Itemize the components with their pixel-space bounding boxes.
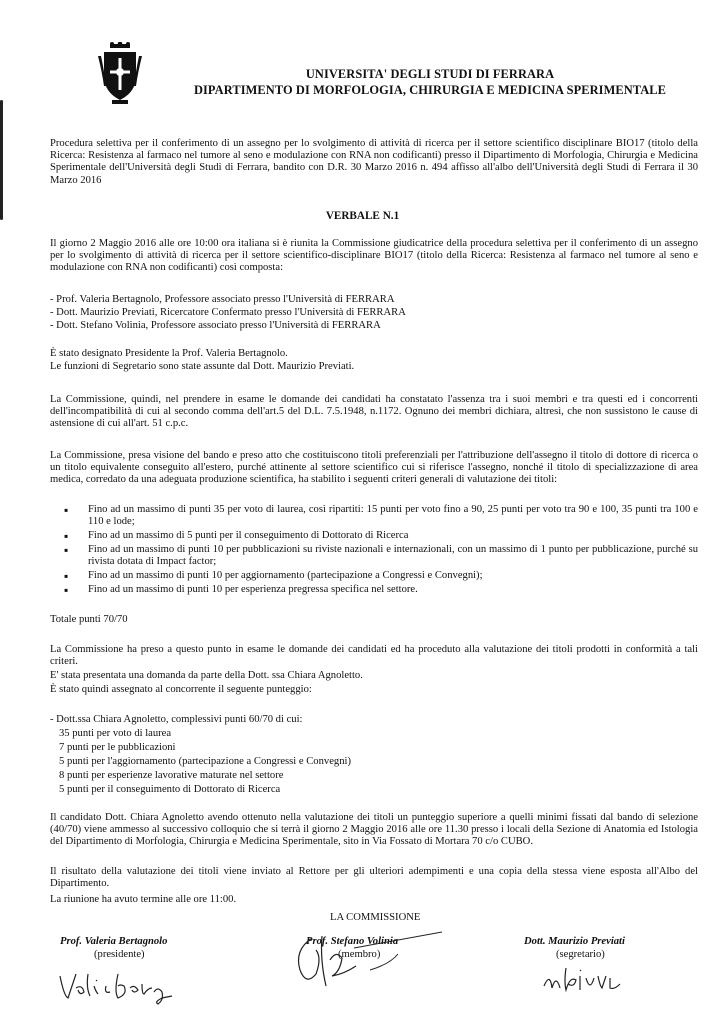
secretary-statement: Le funzioni di Segretario sono state assunte dal Dott. Maurizio Previati. bbox=[50, 361, 355, 372]
university-name: UNIVERSITA' DEGLI STUDI DI FERRARA bbox=[305, 67, 555, 81]
bullet-icon bbox=[64, 544, 80, 558]
signatory-role: (presidente) bbox=[94, 949, 145, 960]
president-statement: È stato designato Presidente la Prof. Valeria Bertagnolo. bbox=[50, 348, 288, 359]
application-statement: E' stata presentata una domanda da parte della Dott. ssa Chiara Agnoletto. bbox=[50, 670, 363, 681]
handwritten-signature-bertagnolo bbox=[58, 966, 178, 1006]
admission-paragraph: Il candidato Dott. Chiara Agnoletto avendo ottenuto nella valutazione dei titoli un punteggio superiore a quelli minimi fissati dal bando di selezione (40/70) viene ammesso al successivo colloquio che si terrà il giorno 2 Maggio 2016 alle ore 11.30 presso i locali della Sezione di Anatomia ed Istologia del Dipartimento di Morfologia, Chirurgia e Medicina Sperimentale, sito in Via Fossato di Mortara 70 c/o CUBO. bbox=[50, 812, 698, 848]
result-paragraph: Il risultato della valutazione dei titoli viene inviato al Rettore per gli ulteriori adempimenti e una copia della stessa viene esposta all'Albo del Dipartimento. bbox=[50, 866, 698, 890]
criterion-item: Fino ad un massimo di punti 10 per aggiornamento (partecipazione a Congressi e Convegni); bbox=[88, 570, 483, 581]
commission-heading: LA COMMISSIONE bbox=[330, 912, 421, 923]
member-item: - Dott. Maurizio Previati, Ricercatore Confermato presso l'Università di FERRARA bbox=[50, 307, 406, 318]
signatory-name: Prof. Stefano Volinia bbox=[306, 936, 399, 947]
signatory-role: (segretario) bbox=[556, 949, 605, 960]
score-intro: È stato quindi assegnato al concorrente il seguente punteggio: bbox=[50, 684, 312, 695]
scan-edge-mark bbox=[0, 100, 3, 220]
criterion-item: Fino ad un massimo di punti 10 per pubblicazioni su riviste nazionali e internazionali, con un massimo di 1 punto per pubblicazione, purché su rivista dotata di Impact factor; bbox=[88, 544, 698, 568]
incompatibility-paragraph: La Commissione, quindi, nel prendere in esame le domande dei candidati ha constatato l'assenza tra i suoi membri e tra questi ed i concorrenti dell'incompatibilità di cui al secondo comma dell'art.5 del D.L. 7.5.1948, n.1172. Ognuno dei membri dichiara, altresì, che non sussistono le cause di astensione di cui all'art. 51 c.p.c. bbox=[50, 394, 698, 430]
score-item: 5 punti per il conseguimento di Dottorato di Ricerca bbox=[59, 784, 281, 795]
evaluation-paragraph: La Commissione ha preso a questo punto in esame le domande dei candidati ed ha proceduto alla valutazione dei titoli prodotti in conformità a tali criteri. bbox=[50, 644, 698, 668]
handwritten-signature-previati bbox=[540, 962, 630, 996]
opening-paragraph: Il giorno 2 Maggio 2016 alle ore 10:00 ora italiana si è riunita la Commissione giudicatrice della procedura selettiva per il conferimento di un assegno per lo svolgimento di attività di ricerca per il settore scientifico-disciplinare BIO17 (titolo della Ricerca: Resistenza al farmaco nel tumore al seno e modulazione con RNA non codificanti) così composta: bbox=[50, 238, 698, 274]
score-item: 5 punti per l'aggiornamento (partecipazione a Congressi e Convegni) bbox=[59, 756, 351, 767]
criterion-item: Fino ad un massimo di 5 punti per il conseguimento di Dottorato di Ricerca bbox=[88, 530, 409, 541]
criteria-intro-paragraph: La Commissione, presa visione del bando e preso atto che costituiscono titoli preferenziali per l'attribuzione dell'assegno il titolo di dottore di ricerca o un titolo equivalente conseguito all'estero, purché attinente al settore scientifico cui si riferisce l'assegno, nonché il titolo di specializzazione di area medica, corredato da una adeguata produzione scientifica, ha stabilito i seguenti criteri generali di valutazione dei titoli: bbox=[50, 450, 698, 486]
document-title: VERBALE N.1 bbox=[325, 210, 400, 222]
candidate-summary: - Dott.ssa Chiara Agnoletto, complessivi punti 60/70 di cui: bbox=[50, 714, 303, 725]
score-item: 7 punti per le pubblicazioni bbox=[59, 742, 176, 753]
score-item: 8 punti per esperienze lavorative maturate nel settore bbox=[59, 770, 284, 781]
closing-statement: La riunione ha avuto termine alle ore 11:00. bbox=[50, 894, 237, 905]
signatory-name: Dott. Maurizio Previati bbox=[524, 936, 625, 947]
total-points: Totale punti 70/70 bbox=[50, 614, 128, 625]
signatory-name: Prof. Valeria Bertagnolo bbox=[60, 936, 168, 947]
bullet-icon bbox=[64, 584, 80, 598]
member-item: - Dott. Stefano Volinia, Professore associato presso l'Università di FERRARA bbox=[50, 320, 381, 331]
signatory-role: (membro) bbox=[338, 949, 381, 960]
department-name: DIPARTIMENTO DI MORFOLOGIA, CHIRURGIA E MEDICINA SPERIMENTALE bbox=[193, 83, 667, 97]
criterion-item: Fino ad un massimo di punti 35 per voto di laurea, così ripartiti: 15 punti per voto fino a 90, 25 punti per voto tra 90 e 100, 35 punti tra 100 e 110 e lode; bbox=[88, 504, 698, 528]
handwritten-signature-volinia bbox=[286, 930, 446, 992]
criterion-item: Fino ad un massimo di punti 10 per esperienza pregressa specifica nel settore. bbox=[88, 584, 418, 595]
bullet-icon bbox=[64, 504, 80, 518]
member-item: - Prof. Valeria Bertagnolo, Professore associato presso l'Università di FERRARA bbox=[50, 294, 395, 305]
intro-paragraph: Procedura selettiva per il conferimento di un assegno per lo svolgimento di attività di ricerca per il settore scientifico disciplinare BIO17 (titolo della Ricerca: Resistenza al farmaco nel tumore al seno e modulazione con RNA non codificanti) presso il Dipartimento di Morfologia, Chirurgia e Medicina Sperimentale dell'Università degli Studi di Ferrara, bandito con D.R. 30 Marzo 2016 n. 494 affisso all'albo dell'Università degli Studi di Ferrara il 30 Marzo 2016 bbox=[50, 138, 698, 186]
score-item: 35 punti per voto di laurea bbox=[59, 728, 172, 739]
university-crest-logo bbox=[98, 42, 142, 106]
